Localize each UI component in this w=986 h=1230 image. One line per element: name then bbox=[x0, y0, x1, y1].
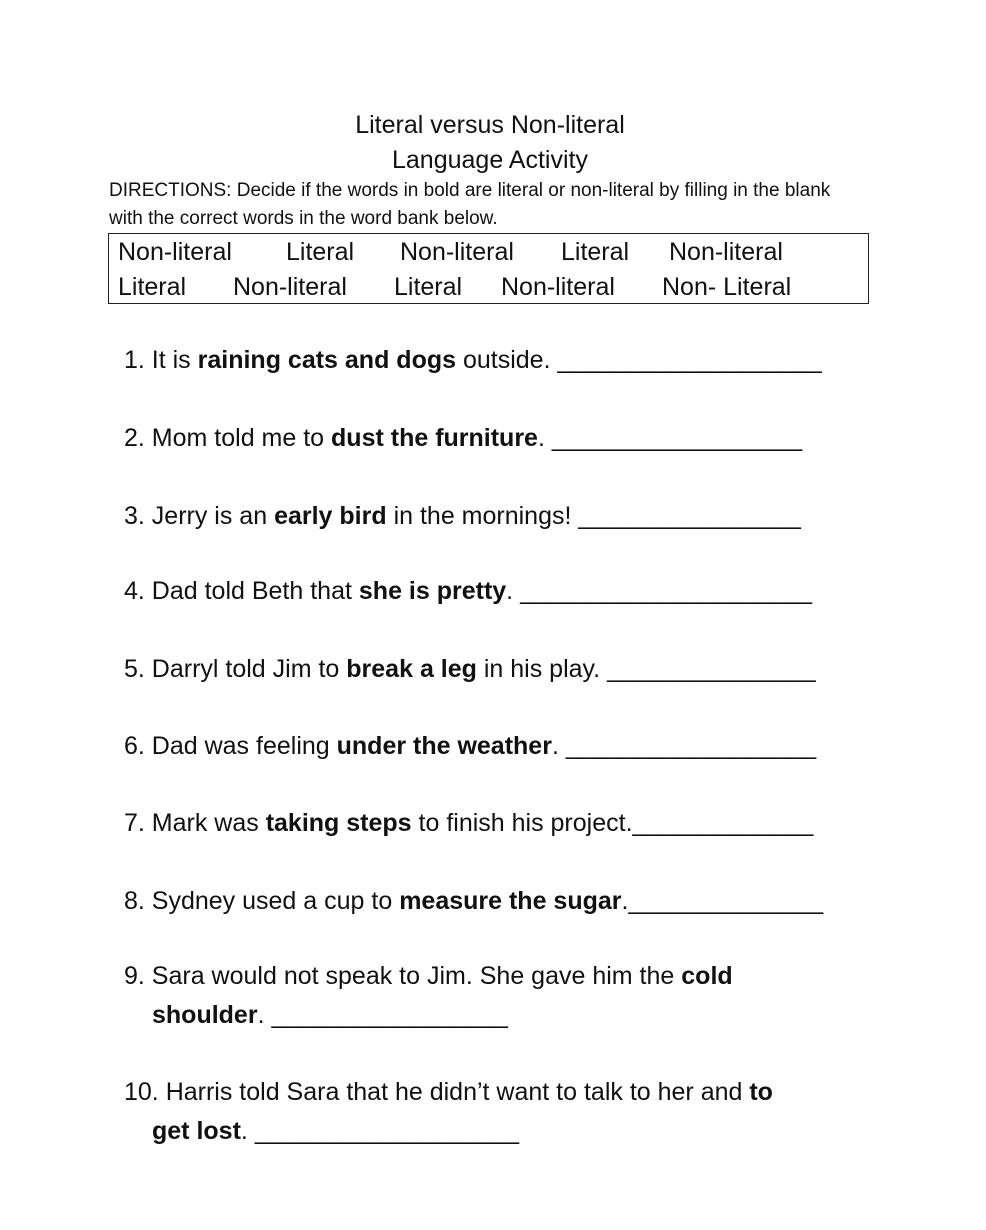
question-text: 9. Sara would not speak to Jim. She gave him the bbox=[124, 962, 682, 990]
question-text: . bbox=[257, 1001, 272, 1029]
question-bold-phrase: she is pretty bbox=[358, 577, 507, 605]
question-10-continued bbox=[152, 1112, 519, 1150]
question-bold-phrase: raining cats and dogs bbox=[197, 346, 457, 374]
word-bank-item: Literal bbox=[561, 238, 630, 266]
word-bank bbox=[108, 233, 869, 304]
question-8 bbox=[124, 882, 823, 920]
question-7 bbox=[124, 804, 813, 842]
answer-blank[interactable]: __________________ bbox=[565, 732, 817, 760]
word-bank-item: Literal bbox=[118, 273, 187, 301]
question-10 bbox=[124, 1073, 773, 1111]
question-bold-phrase: cold bbox=[681, 962, 733, 990]
directions-text: DIRECTIONS: Decide if the words in bold are literal or non-literal by filling in the blank with the correct words in the word bank below. bbox=[109, 180, 831, 229]
question-9-continued bbox=[152, 996, 508, 1034]
answer-blank[interactable]: _______________ bbox=[607, 655, 816, 683]
question-1 bbox=[124, 341, 822, 379]
question-9 bbox=[124, 957, 733, 995]
question-text: 4. Dad told Beth that bbox=[124, 577, 359, 605]
question-text: 3. Jerry is an bbox=[124, 502, 275, 530]
page-title-line-2: Language Activity bbox=[392, 146, 588, 174]
question-4 bbox=[124, 572, 812, 610]
word-bank-item: Non-literal bbox=[233, 273, 347, 301]
word-bank-item: Non- Literal bbox=[662, 273, 792, 301]
question-text: 2. Mom told me to bbox=[124, 424, 332, 452]
answer-blank[interactable]: ___________________ bbox=[254, 1117, 519, 1145]
word-bank-item: Literal bbox=[286, 238, 355, 266]
question-bold-phrase: dust the furniture bbox=[331, 424, 538, 452]
question-text: to finish his project. bbox=[411, 809, 633, 837]
answer-blank[interactable]: __________________ bbox=[551, 424, 803, 452]
question-3 bbox=[124, 497, 801, 535]
question-text: 6. Dad was feeling bbox=[124, 732, 337, 760]
page-title-line-1: Literal versus Non-literal bbox=[355, 111, 625, 139]
word-bank-item: Non-literal bbox=[669, 238, 783, 266]
question-bold-phrase: shoulder bbox=[152, 1001, 258, 1029]
question-bold-phrase: early bird bbox=[274, 502, 387, 530]
question-text: . bbox=[240, 1117, 255, 1145]
question-bold-phrase: measure the sugar bbox=[399, 887, 622, 915]
question-text: 5. Darryl told Jim to bbox=[124, 655, 347, 683]
answer-blank[interactable]: ______________ bbox=[628, 887, 824, 915]
question-bold-phrase: under the weather bbox=[336, 732, 552, 760]
question-text: in his play. bbox=[476, 655, 608, 683]
question-text: 7. Mark was bbox=[124, 809, 266, 837]
answer-blank[interactable]: _____________ bbox=[632, 809, 814, 837]
answer-blank[interactable]: ___________________ bbox=[557, 346, 822, 374]
question-text: 8. Sydney used a cup to bbox=[124, 887, 400, 915]
question-text: . bbox=[621, 887, 629, 915]
answer-blank[interactable]: _________________ bbox=[271, 1001, 508, 1029]
question-bold-phrase: to bbox=[749, 1078, 773, 1106]
question-text: . bbox=[506, 577, 521, 605]
question-6 bbox=[124, 727, 816, 765]
question-2 bbox=[124, 419, 802, 457]
question-text: in the mornings! bbox=[386, 502, 579, 530]
answer-blank[interactable]: _____________________ bbox=[520, 577, 813, 605]
word-bank-item: Non-literal bbox=[118, 238, 232, 266]
word-bank-item: Non-literal bbox=[400, 238, 514, 266]
question-text: . bbox=[551, 732, 566, 760]
word-bank-item: Literal bbox=[394, 273, 463, 301]
question-text: outside. bbox=[456, 346, 558, 374]
question-text: 10. Harris told Sara that he didn’t want to talk to her and bbox=[124, 1078, 750, 1106]
question-text: . bbox=[537, 424, 552, 452]
question-bold-phrase: taking steps bbox=[265, 809, 412, 837]
question-bold-phrase: get lost bbox=[152, 1117, 241, 1145]
question-bold-phrase: break a leg bbox=[346, 655, 477, 683]
question-5 bbox=[124, 650, 816, 688]
question-text: 1. It is bbox=[124, 346, 198, 374]
answer-blank[interactable]: ________________ bbox=[578, 502, 801, 530]
word-bank-item: Non-literal bbox=[501, 273, 615, 301]
